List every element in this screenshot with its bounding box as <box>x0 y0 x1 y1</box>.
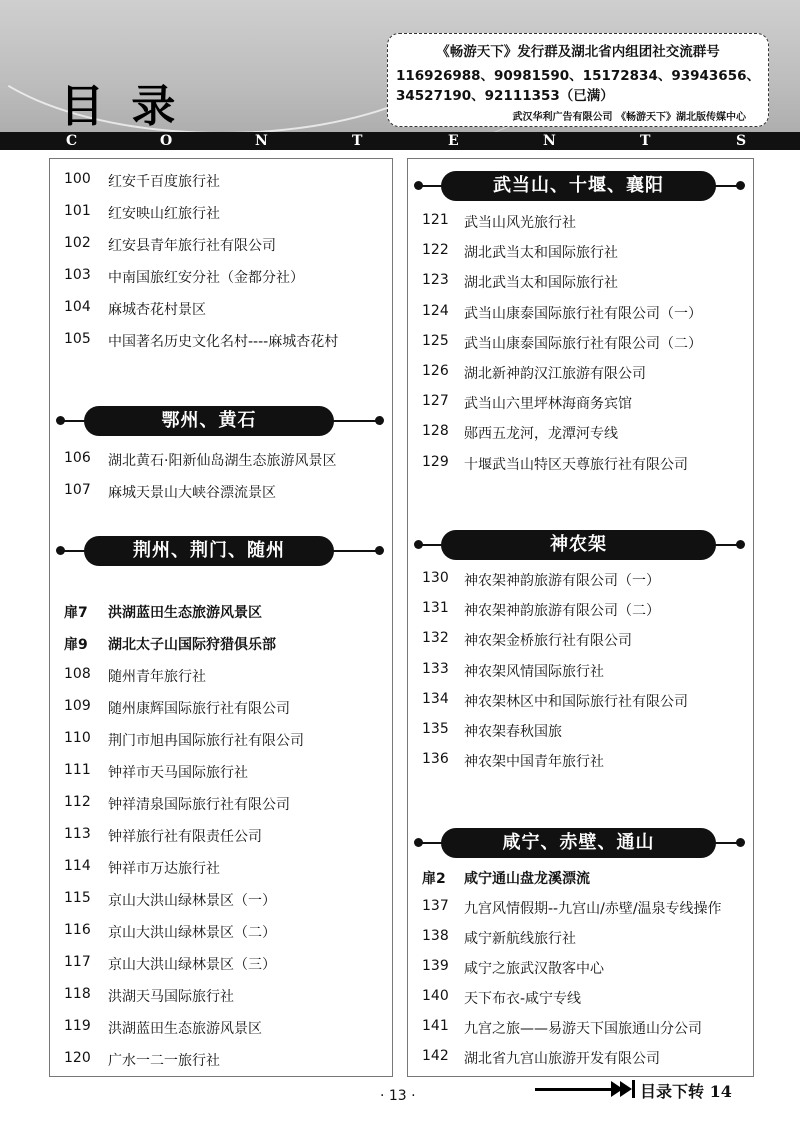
item-page-number: 138 <box>422 928 449 944</box>
item-page-number: 142 <box>422 1048 449 1064</box>
list-item[interactable] <box>422 212 742 232</box>
list-item[interactable] <box>64 826 384 846</box>
item-page-number: 115 <box>64 890 91 906</box>
item-page-number: 103 <box>64 267 91 283</box>
item-page-number: 130 <box>422 570 449 586</box>
section-title: 鄂州、黄石 <box>84 406 334 436</box>
item-page-number: 109 <box>64 698 91 714</box>
list-item[interactable] <box>422 958 742 978</box>
item-page-number: 114 <box>64 858 91 874</box>
list-item[interactable] <box>422 423 742 443</box>
item-title: 神农架林区中和国际旅行社有限公司 <box>464 693 688 710</box>
item-title: 京山大洪山绿林景区（三） <box>108 957 276 973</box>
list-item[interactable] <box>64 203 384 223</box>
list-item[interactable] <box>422 1018 742 1038</box>
item-page-number: 129 <box>422 453 449 470</box>
item-page-number: 108 <box>64 666 91 682</box>
item-title: 湖北太子山国际狩猎俱乐部 <box>108 637 276 653</box>
item-title: 广水一二一旅行社 <box>108 1053 220 1069</box>
list-item[interactable] <box>64 450 384 470</box>
item-title: 武当山康泰国际旅行社有限公司（二） <box>464 335 702 352</box>
list-item[interactable] <box>64 922 384 942</box>
list-item[interactable] <box>64 235 384 255</box>
page-title: 目 录 <box>60 81 182 132</box>
list-item[interactable] <box>64 762 384 782</box>
section-title: 武当山、十堰、襄阳 <box>441 171 716 201</box>
group-info-box <box>387 33 769 127</box>
contents-letter: E <box>448 133 459 149</box>
item-page-number: 139 <box>422 958 449 974</box>
contents-letter: N <box>543 133 556 149</box>
item-title: 神农架神韵旅游有限公司（一） <box>464 573 660 589</box>
item-page-number: 112 <box>64 794 91 810</box>
item-title: 郧西五龙河，龙潭河专线 <box>464 426 618 443</box>
section-title: 咸宁、赤壁、通山 <box>441 828 716 858</box>
item-title: 红安映山红旅行社 <box>108 206 220 222</box>
item-page-number: 123 <box>422 272 449 289</box>
item-title: 湖北武当太和国际旅行社 <box>464 245 618 262</box>
list-item[interactable] <box>422 751 742 771</box>
item-page-number: 125 <box>422 332 449 349</box>
list-item[interactable] <box>64 666 384 686</box>
header-banner <box>0 0 800 150</box>
info-line: 116926988、90981590、15172834、93943656、 <box>396 68 760 84</box>
item-title: 钟祥旅行社有限责任公司 <box>108 829 262 845</box>
item-title: 神农架神韵旅游有限公司（二） <box>464 603 660 620</box>
info-title: 《畅游天下》发行群及湖北省内组团社交流群号 <box>436 44 720 60</box>
item-title: 咸宁之旅武汉散客中心 <box>464 961 604 977</box>
arrow-line <box>535 1088 615 1091</box>
section-header <box>50 536 392 566</box>
item-title: 京山大洪山绿林景区（二） <box>108 925 276 941</box>
item-title: 湖北武当太和国际旅行社 <box>464 275 618 292</box>
list-item[interactable] <box>422 303 742 323</box>
list-item[interactable] <box>422 661 742 681</box>
item-title: 九宫之旅——易游天下国旅通山分公司 <box>464 1021 702 1037</box>
item-title: 武当山康泰国际旅行社有限公司（一） <box>464 305 702 322</box>
item-title: 九宫风情假期--九宫山/赤壁/温泉专线操作 <box>464 901 722 917</box>
contents-letter: T <box>352 133 363 149</box>
item-title: 洪湖蓝田生态旅游风景区 <box>108 605 262 621</box>
item-title: 武当山六里坪林海商务宾馆 <box>464 396 632 413</box>
list-item[interactable] <box>64 890 384 910</box>
item-page-number: 扉9 <box>64 637 88 653</box>
list-item[interactable] <box>422 333 742 353</box>
contents-letter: T <box>640 133 651 149</box>
list-item[interactable] <box>422 988 742 1008</box>
list-item[interactable] <box>422 721 742 741</box>
item-page-number: 102 <box>64 235 91 251</box>
item-title: 十堰武当山特区天尊旅行社有限公司 <box>464 456 688 473</box>
item-title: 湖北省九宫山旅游开发有限公司 <box>464 1051 660 1067</box>
list-item[interactable] <box>422 393 742 413</box>
item-page-number: 128 <box>422 423 449 440</box>
list-item[interactable] <box>64 171 384 191</box>
item-title: 钟祥清泉国际旅行社有限公司 <box>108 797 290 813</box>
list-item[interactable] <box>64 698 384 718</box>
item-title: 神农架风情国际旅行社 <box>464 663 604 680</box>
item-page-number: 120 <box>64 1050 91 1066</box>
contents-letter: C <box>66 133 78 149</box>
item-page-number: 扉2 <box>422 871 446 887</box>
item-page-number: 111 <box>64 762 91 778</box>
item-title: 麻城天景山大峡谷漂流景区 <box>108 485 276 501</box>
item-page-number: 116 <box>64 922 91 938</box>
item-title: 洪湖天马国际旅行社 <box>108 989 234 1005</box>
list-item[interactable] <box>64 986 384 1006</box>
item-page-number: 101 <box>64 203 91 219</box>
item-title: 咸宁新航线旅行社 <box>464 931 576 947</box>
right-column-panel <box>407 158 754 1077</box>
list-item[interactable] <box>64 1050 384 1070</box>
item-title: 钟祥市天马国际旅行社 <box>108 765 248 781</box>
item-title: 中国著名历史文化名村----麻城杏花村 <box>108 334 339 350</box>
list-item[interactable] <box>64 267 384 287</box>
item-page-number: 141 <box>422 1018 449 1034</box>
section-title: 荆州、荆门、随州 <box>84 536 334 566</box>
list-item[interactable] <box>64 482 384 502</box>
item-title: 随州康辉国际旅行社有限公司 <box>108 701 290 717</box>
list-item[interactable] <box>64 299 384 319</box>
item-title: 咸宁通山盘龙溪漂流 <box>464 871 590 887</box>
item-page-number: 100 <box>64 171 91 187</box>
contents-bar <box>0 132 800 150</box>
item-title: 洪湖蓝田生态旅游风景区 <box>108 1021 262 1037</box>
list-item[interactable] <box>422 454 742 474</box>
list-item[interactable] <box>422 691 742 711</box>
item-title: 京山大洪山绿林景区（一） <box>108 893 276 909</box>
item-page-number: 126 <box>422 363 449 379</box>
item-page-number: 131 <box>422 600 449 617</box>
item-title: 红安千百度旅行社 <box>108 174 220 190</box>
item-title: 武当山风光旅行社 <box>464 215 576 231</box>
list-item[interactable] <box>64 331 384 351</box>
section-title: 神农架 <box>441 530 716 560</box>
item-page-number: 107 <box>64 482 91 498</box>
item-page-number: 135 <box>422 721 449 737</box>
item-title: 湖北新神韵汉江旅游有限公司 <box>464 366 646 382</box>
arrow-icon <box>620 1081 632 1097</box>
list-item[interactable] <box>422 570 742 590</box>
left-column-panel <box>49 158 393 1077</box>
item-title: 荆门市旭冉国际旅行社有限公司 <box>108 733 304 749</box>
section-header <box>408 171 753 201</box>
item-page-number: 119 <box>64 1018 91 1034</box>
list-item[interactable] <box>422 1048 742 1068</box>
next-page-link[interactable]: 目录下转 14 <box>640 1082 732 1101</box>
page-number: · 13 · <box>380 1088 416 1104</box>
item-page-number: 122 <box>422 242 449 259</box>
info-footer: 武汉华利广告有限公司 《畅游天下》湖北版传媒中心 <box>512 112 746 123</box>
item-page-number: 110 <box>64 730 91 746</box>
item-page-number: 118 <box>64 986 91 1002</box>
list-item[interactable] <box>64 794 384 814</box>
section-header <box>408 828 753 858</box>
item-page-number: 113 <box>64 826 91 842</box>
item-page-number: 140 <box>422 988 449 1004</box>
item-title: 钟祥市万达旅行社 <box>108 861 220 877</box>
item-title: 中南国旅红安分社（金都分社） <box>108 270 304 286</box>
item-title: 神农架春秋国旅 <box>464 724 562 740</box>
item-page-number: 121 <box>422 212 449 228</box>
list-item[interactable] <box>64 858 384 878</box>
item-title: 随州青年旅行社 <box>108 669 206 685</box>
item-page-number: 132 <box>422 630 449 647</box>
list-item[interactable] <box>64 602 384 622</box>
list-item[interactable] <box>422 242 742 262</box>
item-page-number: 扉7 <box>64 605 88 621</box>
item-page-number: 104 <box>64 299 91 315</box>
item-page-number: 117 <box>64 954 91 970</box>
list-item[interactable] <box>64 1018 384 1038</box>
item-page-number: 133 <box>422 660 449 677</box>
list-item[interactable] <box>64 634 384 654</box>
item-page-number: 106 <box>64 450 91 466</box>
contents-letter: S <box>736 133 747 149</box>
item-page-number: 124 <box>422 302 449 319</box>
list-item[interactable] <box>422 272 742 292</box>
section-header <box>50 406 392 436</box>
list-item[interactable] <box>422 868 742 888</box>
section-header <box>408 530 753 560</box>
contents-letter: O <box>160 133 173 149</box>
item-page-number: 136 <box>422 751 449 768</box>
item-page-number: 105 <box>64 331 91 347</box>
item-page-number: 127 <box>422 393 449 410</box>
item-title: 神农架金桥旅行社有限公司 <box>464 633 632 650</box>
item-page-number: 137 <box>422 898 449 914</box>
list-item[interactable] <box>422 898 742 918</box>
list-item[interactable] <box>422 928 742 948</box>
list-item[interactable] <box>422 630 742 650</box>
list-item[interactable] <box>422 363 742 383</box>
info-line: 34527190、92111353（已满） <box>396 88 614 104</box>
list-item[interactable] <box>422 600 742 620</box>
arrow-bar <box>632 1080 635 1098</box>
item-page-number: 134 <box>422 690 449 707</box>
item-title: 红安县青年旅行社有限公司 <box>108 238 276 254</box>
item-title: 神农架中国青年旅行社 <box>464 754 604 771</box>
contents-letter: N <box>255 133 268 149</box>
list-item[interactable] <box>64 954 384 974</box>
item-title: 天下布衣-咸宁专线 <box>464 991 582 1007</box>
item-title: 麻城杏花村景区 <box>108 302 206 318</box>
list-item[interactable] <box>64 730 384 750</box>
item-title: 湖北黄石·阳新仙岛湖生态旅游风景区 <box>108 453 337 469</box>
